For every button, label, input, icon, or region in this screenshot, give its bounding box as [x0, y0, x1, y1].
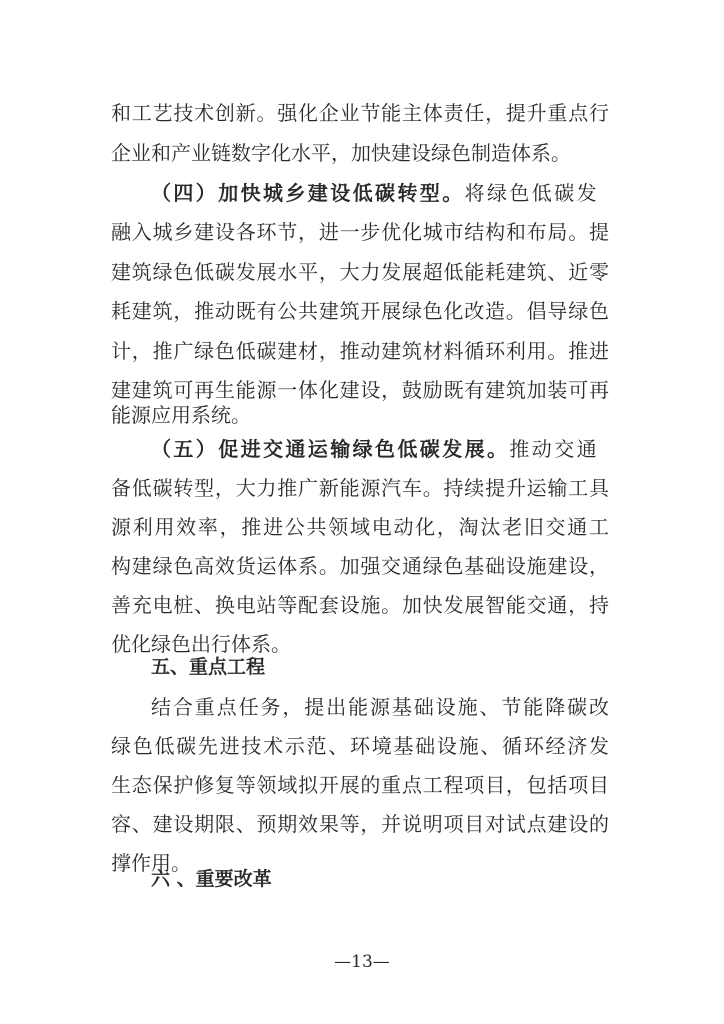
text-line: 将绿色低碳发 [464, 181, 600, 205]
text-line: 构建绿色高效货运体系。加强交通绿色基础设施建设， [111, 554, 609, 578]
paragraph-opening [151, 176, 609, 210]
text-line: 耗建筑，推动既有公共建筑开展绿色化改造。倡导绿色 [111, 299, 609, 323]
text-line: 绿色低碳先进技术示范、环境基础设施、循环经济发 [111, 734, 609, 758]
paragraph-line [0, 96, 724, 130]
text-line: 建建筑可再生能源一体化建设，鼓励既有建筑加装可再 [111, 378, 609, 402]
text-line: 计，推广绿色低碳建材，推动建筑材料循环利用。推进 [111, 339, 609, 363]
paragraph-line [0, 690, 724, 724]
text-line: 生态保护修复等领域拟开展的重点工程项目，包括项目 [111, 773, 609, 797]
paragraph-line [0, 255, 724, 289]
text-line: 撑作用。 [111, 851, 191, 875]
page-number: —13— [334, 952, 390, 972]
paragraph-line [0, 807, 724, 841]
paragraph-line [0, 432, 724, 466]
paragraph-line [0, 768, 724, 802]
section-heading: 六 、重要改革 [151, 868, 272, 890]
subsection-heading: （五）促进交通运输绿色低碳发展。 [151, 437, 510, 461]
text-line: 容、建设期限、预期效果等，并说明项目对试点建设的 [111, 812, 609, 836]
text-line: 备低碳转型，大力推广新能源汽车。持续提升运输工具 [111, 476, 609, 500]
subsection-heading: （四）加快城乡建设低碳转型。 [151, 181, 465, 205]
paragraph-line [0, 176, 724, 210]
paragraph-line [0, 294, 724, 328]
paragraph-line [0, 510, 724, 544]
text-line: 源利用效率，推进公共领域电动化，淘汰老旧交通工 [111, 515, 609, 539]
section-heading: 五、重点工程 [151, 656, 266, 678]
text-line: 善充电桩、换电站等配套设施。加快发展智能交通，持 [111, 593, 609, 617]
paragraph-line [0, 215, 724, 249]
text-line: 融入城乡建设各环节，进一步优化城市结构和布局。提 [111, 220, 609, 244]
text-line: 建筑绿色低碳发展水平，大力发展超低能耗建筑、近零 [111, 260, 609, 284]
text-line: 结合重点任务，提出能源基础设施、节能降碳改 [151, 695, 609, 719]
text-line: 优化绿色出行体系。 [111, 632, 291, 656]
paragraph-opening [151, 432, 609, 466]
text-line: 企业和产业链数字化水平，加快建设绿色制造体系。 [111, 141, 571, 165]
text-line: 能源应用系统。 [111, 403, 251, 427]
paragraph-line [0, 549, 724, 583]
paragraph-line [0, 136, 724, 170]
paragraph-line [0, 729, 724, 763]
paragraph-line [0, 398, 724, 432]
section-heading-row [0, 650, 724, 684]
paragraph-line [0, 334, 724, 368]
text-line: 推动交通 [509, 437, 600, 461]
text-line: 和工艺技术创新。强化企业节能主体责任，提升重点行 [111, 101, 609, 125]
paragraph-line [0, 588, 724, 622]
section-heading-row [0, 862, 724, 896]
paragraph-line [0, 471, 724, 505]
